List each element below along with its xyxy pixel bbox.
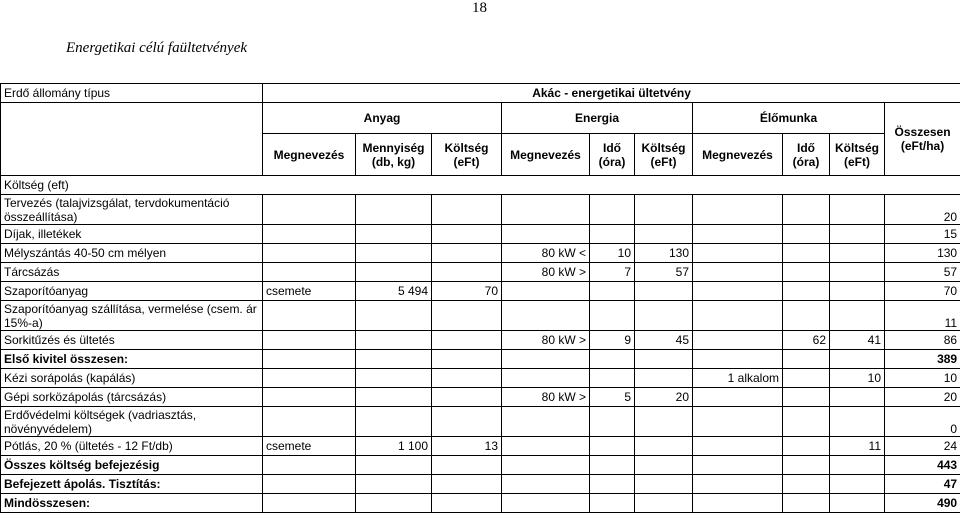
- col-header-material-name: Megnevezés: [263, 134, 356, 176]
- material-cost: 13: [432, 437, 502, 456]
- material-name: [263, 407, 356, 437]
- energy-cost: [635, 350, 693, 369]
- material-name: csemete: [263, 282, 356, 301]
- row-label: Tárcsázás: [1, 263, 263, 282]
- material-cost: [432, 225, 502, 244]
- material-qty: [356, 331, 432, 350]
- table-row: [1, 301, 960, 331]
- labour-cost: [830, 456, 885, 475]
- labour-cost: 11: [830, 437, 885, 456]
- row-label: Kézi sorápolás (kapálás): [1, 369, 263, 388]
- row-label: Befejezett ápolás. Tisztítás:: [1, 475, 263, 494]
- energy-name: 80 kW >: [502, 388, 590, 407]
- energy-cost: [635, 301, 693, 331]
- labour-name: [693, 244, 783, 263]
- energy-cost: 20: [635, 388, 693, 407]
- material-cost: [432, 350, 502, 369]
- cost-table: [0, 83, 960, 513]
- row-total: 57: [885, 263, 960, 282]
- total-header: Összesen (eFt/ha): [885, 103, 960, 176]
- material-cost: [432, 456, 502, 475]
- labour-name: [693, 282, 783, 301]
- energy-cost: [635, 407, 693, 437]
- material-cost: [432, 244, 502, 263]
- material-qty: [356, 244, 432, 263]
- material-cost: [432, 388, 502, 407]
- material-cost: [432, 263, 502, 282]
- labour-time: [783, 369, 830, 388]
- energy-cost: 57: [635, 263, 693, 282]
- row-total: 24: [885, 437, 960, 456]
- energy-time: [590, 225, 635, 244]
- row-total: 20: [885, 195, 960, 225]
- material-name: [263, 331, 356, 350]
- material-qty: [356, 301, 432, 331]
- table-row: [1, 263, 960, 282]
- group-header-labour: Élőmunka: [693, 103, 885, 134]
- table-row: [1, 195, 960, 225]
- header-blank: [1, 103, 263, 176]
- energy-name: [502, 369, 590, 388]
- material-cost: [432, 407, 502, 437]
- row-total: 490: [885, 494, 960, 513]
- col-header-labour-time: Idő (óra): [783, 134, 830, 176]
- labour-time: [783, 225, 830, 244]
- material-cost: [432, 494, 502, 513]
- labour-time: [783, 244, 830, 263]
- energy-cost: 45: [635, 331, 693, 350]
- col-header-energy-cost: Költség (eFt): [635, 134, 693, 176]
- energy-name: 80 kW >: [502, 331, 590, 350]
- labour-name: [693, 225, 783, 244]
- group-header-material: Anyag: [263, 103, 502, 134]
- energy-time: [590, 437, 635, 456]
- labour-cost: [830, 475, 885, 494]
- row-total: 20: [885, 388, 960, 407]
- energy-name: [502, 301, 590, 331]
- energy-cost: [635, 475, 693, 494]
- energy-cost: [635, 282, 693, 301]
- row-total: 130: [885, 244, 960, 263]
- material-cost: [432, 301, 502, 331]
- row-total: 0: [885, 407, 960, 437]
- row-label: Díjak, illetékek: [1, 225, 263, 244]
- row-total: 389: [885, 350, 960, 369]
- material-name: [263, 388, 356, 407]
- energy-time: [590, 301, 635, 331]
- labour-cost: [830, 195, 885, 225]
- material-name: [263, 369, 356, 388]
- material-name: [263, 301, 356, 331]
- energy-time: 9: [590, 331, 635, 350]
- labour-time: [783, 282, 830, 301]
- table-row: [1, 388, 960, 407]
- energy-time: [590, 195, 635, 225]
- labour-name: [693, 195, 783, 225]
- labour-time: [783, 388, 830, 407]
- energy-time: [590, 350, 635, 369]
- energy-time: 5: [590, 388, 635, 407]
- energy-cost: [635, 437, 693, 456]
- material-qty: [356, 494, 432, 513]
- material-cost: [432, 369, 502, 388]
- row-total: 15: [885, 225, 960, 244]
- row-label: Tervezés (talajvizsgálat, tervdokumentáció összeállítása): [1, 195, 263, 225]
- energy-time: 10: [590, 244, 635, 263]
- energy-cost: [635, 195, 693, 225]
- material-cost: [432, 195, 502, 225]
- row-label: Szaporítóanyag: [1, 282, 263, 301]
- row-label: Összes költség befejezésig: [1, 456, 263, 475]
- material-qty: 5 494: [356, 282, 432, 301]
- table-row: [1, 369, 960, 388]
- row-label: Pótlás, 20 % (ültetés - 12 Ft/db): [1, 437, 263, 456]
- labour-time: [783, 456, 830, 475]
- page-number: 18: [472, 0, 487, 16]
- energy-time: 7: [590, 263, 635, 282]
- energy-name: 80 kW <: [502, 244, 590, 263]
- material-qty: 1 100: [356, 437, 432, 456]
- table-row: [1, 331, 960, 350]
- row-total: 70: [885, 282, 960, 301]
- labour-name: [693, 301, 783, 331]
- material-qty: [356, 263, 432, 282]
- labour-name: [693, 494, 783, 513]
- energy-name: [502, 456, 590, 475]
- col-header-energy-time: Idő (óra): [590, 134, 635, 176]
- material-qty: [356, 369, 432, 388]
- col-header-labour-name: Megnevezés: [693, 134, 783, 176]
- labour-time: [783, 494, 830, 513]
- row-total: 10: [885, 369, 960, 388]
- labour-name: [693, 407, 783, 437]
- energy-cost: [635, 494, 693, 513]
- material-qty: [356, 350, 432, 369]
- table-row: [1, 225, 960, 244]
- labour-cost: [830, 407, 885, 437]
- energy-name: [502, 475, 590, 494]
- table-row: [1, 350, 960, 369]
- material-qty: [356, 225, 432, 244]
- energy-name: [502, 494, 590, 513]
- document-title: Energetikai célú faültetvények: [66, 40, 248, 56]
- labour-time: [783, 195, 830, 225]
- row-total: 86: [885, 331, 960, 350]
- col-header-labour-cost: Költség (eFt): [830, 134, 885, 176]
- material-qty: [356, 388, 432, 407]
- labour-name: [693, 437, 783, 456]
- labour-time: [783, 350, 830, 369]
- material-name: [263, 195, 356, 225]
- table-row: [1, 244, 960, 263]
- energy-name: [502, 282, 590, 301]
- material-qty: [356, 475, 432, 494]
- material-cost: [432, 331, 502, 350]
- material-qty: [356, 407, 432, 437]
- table-row: [1, 456, 960, 475]
- energy-time: [590, 369, 635, 388]
- stand-type-label: Erdő állomány típus: [1, 84, 263, 103]
- labour-name: [693, 331, 783, 350]
- row-label: Első kivitel összesen:: [1, 350, 263, 369]
- energy-name: [502, 225, 590, 244]
- material-name: csemete: [263, 437, 356, 456]
- material-qty: [356, 195, 432, 225]
- material-name: [263, 225, 356, 244]
- material-cost: [432, 475, 502, 494]
- labour-cost: [830, 350, 885, 369]
- energy-cost: [635, 369, 693, 388]
- material-name: [263, 263, 356, 282]
- energy-cost: [635, 225, 693, 244]
- energy-time: [590, 407, 635, 437]
- labour-name: 1 alkalom: [693, 369, 783, 388]
- row-label: Gépi sorközápolás (tárcsázás): [1, 388, 263, 407]
- labour-cost: [830, 225, 885, 244]
- table-row: [1, 437, 960, 456]
- row-label: Mélyszántás 40-50 cm mélyen: [1, 244, 263, 263]
- labour-time: [783, 407, 830, 437]
- energy-name: [502, 350, 590, 369]
- labour-name: [693, 350, 783, 369]
- labour-time: [783, 301, 830, 331]
- labour-cost: [830, 388, 885, 407]
- col-header-material-cost: Költség (eFt): [432, 134, 502, 176]
- labour-cost: [830, 301, 885, 331]
- labour-name: [693, 456, 783, 475]
- labour-cost: [830, 494, 885, 513]
- labour-name: [693, 263, 783, 282]
- energy-time: [590, 494, 635, 513]
- col-header-material-qty: Mennyiség (db, kg): [356, 134, 432, 176]
- section-label: Költség (eft): [1, 176, 960, 195]
- table-row: [1, 282, 960, 301]
- energy-name: [502, 407, 590, 437]
- group-header-energy: Energia: [502, 103, 693, 134]
- row-label: Sorkitűzés és ültetés: [1, 331, 263, 350]
- energy-time: [590, 475, 635, 494]
- row-total: 47: [885, 475, 960, 494]
- row-label: Erdővédelmi költségek (vadriasztás, növényvédelem): [1, 407, 263, 437]
- labour-time: [783, 263, 830, 282]
- energy-name: [502, 195, 590, 225]
- labour-cost: 41: [830, 331, 885, 350]
- labour-name: [693, 475, 783, 494]
- table-row: [1, 407, 960, 437]
- labour-time: [783, 437, 830, 456]
- energy-time: [590, 282, 635, 301]
- labour-cost: [830, 263, 885, 282]
- labour-cost: [830, 282, 885, 301]
- labour-name: [693, 388, 783, 407]
- plantation-title: Akác - energetikai ültetvény: [263, 84, 960, 103]
- material-qty: [356, 456, 432, 475]
- energy-time: [590, 456, 635, 475]
- energy-cost: 130: [635, 244, 693, 263]
- labour-time: 62: [783, 331, 830, 350]
- row-label: Szaporítóanyag szállítása, vermelése (csem. ár 15%-a): [1, 301, 263, 331]
- material-name: [263, 350, 356, 369]
- material-cost: 70: [432, 282, 502, 301]
- material-name: [263, 494, 356, 513]
- energy-name: 80 kW >: [502, 263, 590, 282]
- material-name: [263, 456, 356, 475]
- labour-cost: [830, 244, 885, 263]
- material-name: [263, 244, 356, 263]
- table-row: [1, 494, 960, 513]
- energy-cost: [635, 456, 693, 475]
- row-total: 11: [885, 301, 960, 331]
- labour-time: [783, 475, 830, 494]
- energy-name: [502, 437, 590, 456]
- material-name: [263, 475, 356, 494]
- row-label: Mindösszesen:: [1, 494, 263, 513]
- labour-cost: 10: [830, 369, 885, 388]
- table-row: [1, 475, 960, 494]
- row-total: 443: [885, 456, 960, 475]
- col-header-energy-name: Megnevezés: [502, 134, 590, 176]
